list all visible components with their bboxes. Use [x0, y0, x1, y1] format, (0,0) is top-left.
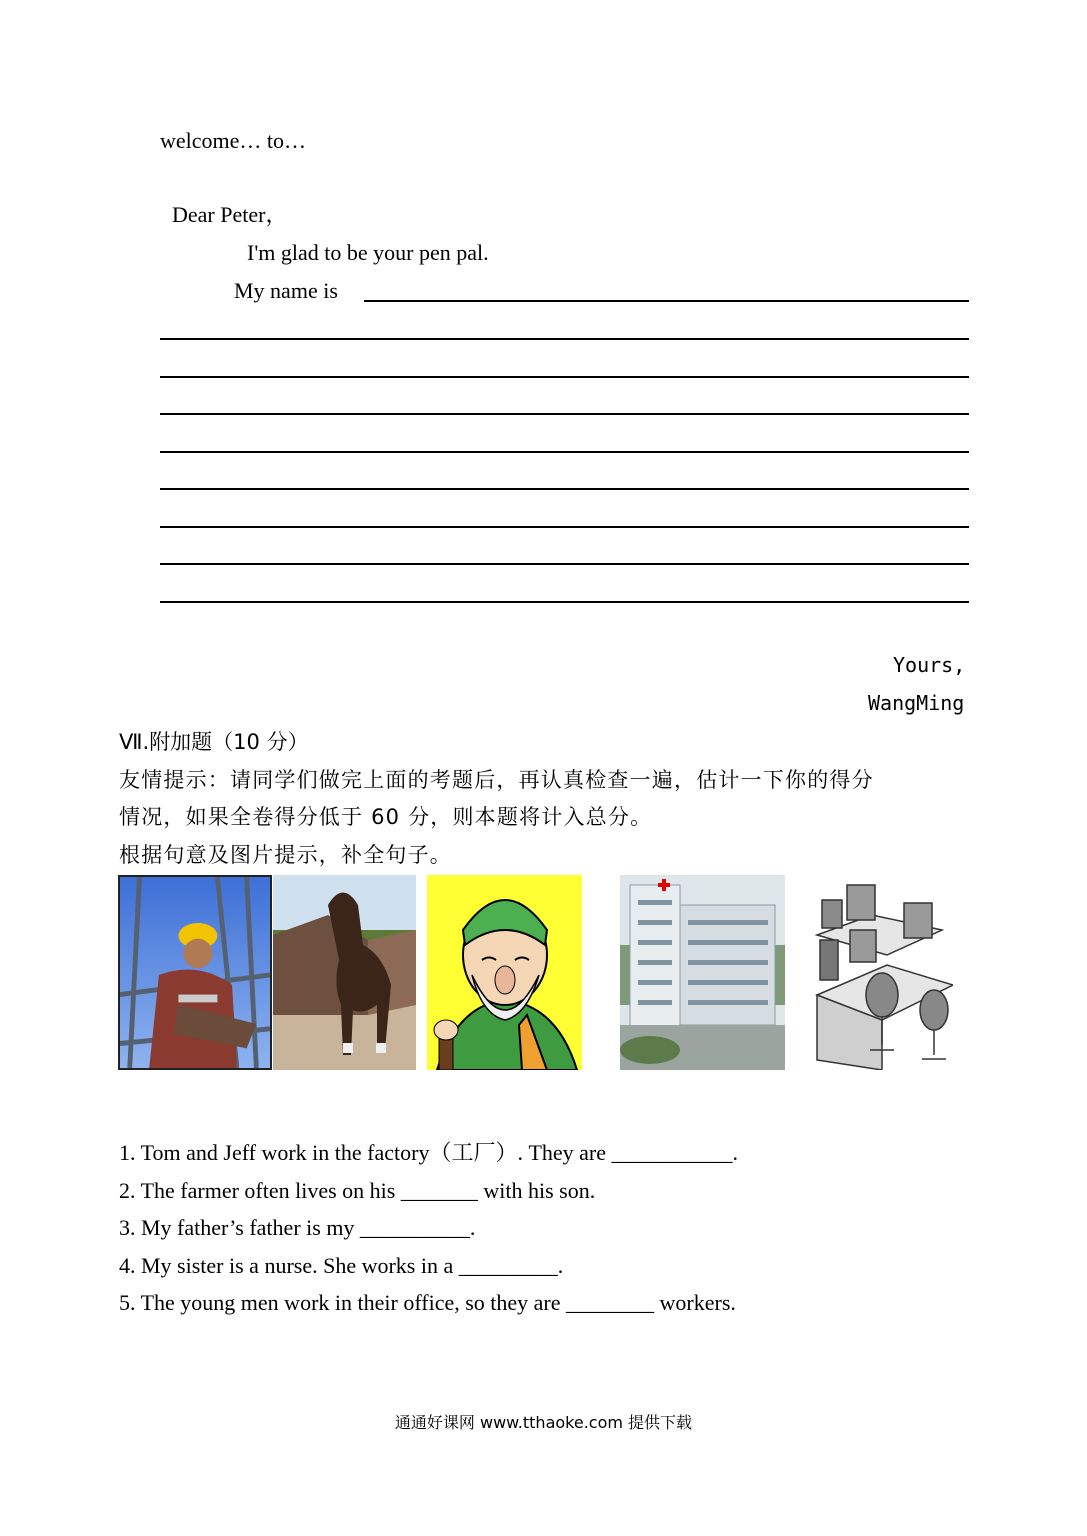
- section-title: Ⅶ.附加题（10 分）: [119, 730, 309, 754]
- writing-line[interactable]: [160, 601, 969, 603]
- writing-line[interactable]: [160, 488, 969, 490]
- page-footer: 通通好课网 www.tthaoke.com 提供下载: [394, 1413, 693, 1432]
- horse-farm-picture: [273, 875, 416, 1070]
- writing-line[interactable]: [160, 563, 969, 565]
- question-5: 5. The young men work in their office, so they are ________ workers.: [119, 1290, 736, 1315]
- question-2: 2. The farmer often lives on his _______ with his son.: [119, 1178, 596, 1203]
- letter-signature: WangMing: [868, 691, 965, 715]
- section-instruction: 根据句意及图片提示，补全句子。: [119, 843, 452, 867]
- section-tip-line-1: 友情提示：请同学们做完上面的考题后，再认真检查一遍，估计一下你的得分: [119, 768, 874, 792]
- letter-line-1: I'm glad to be your pen pal.: [247, 240, 489, 265]
- writing-line[interactable]: [160, 413, 969, 415]
- letter-closing: Yours,: [893, 653, 966, 677]
- writing-line[interactable]: [160, 451, 969, 453]
- section-tip-line-2: 情况，如果全卷得分低于 60 分，则本题将计入总分。: [119, 805, 653, 829]
- question-1: 1. Tom and Jeff work in the factory（工厂）. They are ___________.: [119, 1140, 739, 1165]
- writing-line[interactable]: [160, 338, 969, 340]
- intro-text: welcome… to…: [160, 128, 307, 153]
- writing-line[interactable]: [160, 526, 969, 528]
- name-blank-line[interactable]: [364, 300, 969, 302]
- name-prompt: My name is: [234, 278, 338, 303]
- hospital-picture: [620, 875, 785, 1070]
- question-3: 3. My father’s father is my __________.: [119, 1215, 476, 1240]
- writing-line[interactable]: [160, 376, 969, 378]
- question-4: 4. My sister is a nurse. She works in a _________.: [119, 1253, 564, 1278]
- worker-picture: [118, 875, 272, 1070]
- letter-greeting: Dear Peter，: [172, 202, 288, 227]
- grandfather-picture: [427, 875, 582, 1070]
- computer-office-picture: [812, 875, 953, 1070]
